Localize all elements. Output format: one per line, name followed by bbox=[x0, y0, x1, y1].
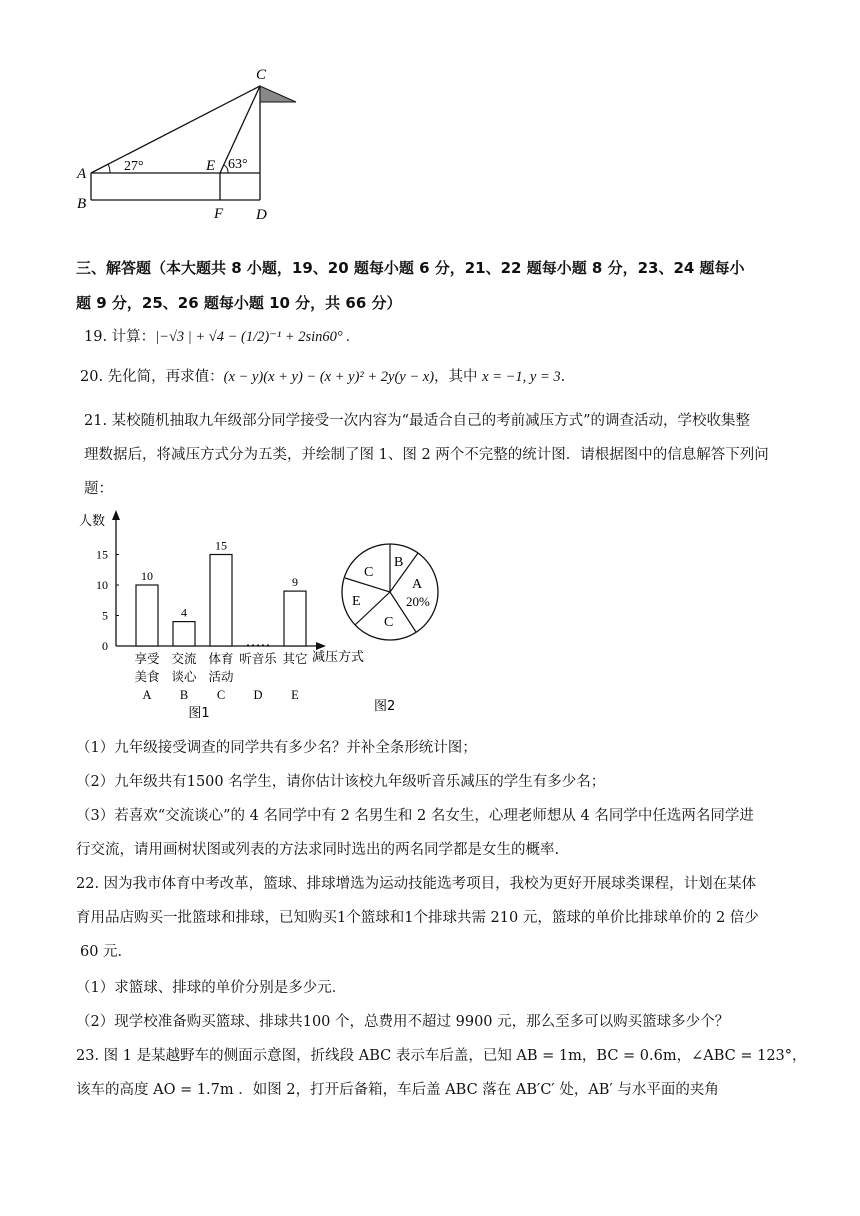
q21-line3: 题： bbox=[84, 481, 113, 497]
bar-e bbox=[284, 591, 306, 646]
bar-value-label: 10 bbox=[141, 569, 153, 583]
category-label: 享受 bbox=[134, 651, 160, 666]
category-label-line2: 活动 bbox=[208, 669, 234, 684]
pie-divider-e-c bbox=[345, 578, 390, 592]
category-label-line2: 美食 bbox=[134, 669, 160, 684]
geometry-figure bbox=[70, 60, 310, 225]
angle-label-e: 63° bbox=[228, 157, 248, 172]
q21-sub3a: （3）若喜欢“交流谈心”的 4 名同学中有 2 名男生和 2 名女生，心理老师想从 4 名同学中任选两名同学进 bbox=[76, 808, 754, 824]
bar-b bbox=[173, 622, 195, 646]
pie-label-a-percent: 20% bbox=[406, 594, 430, 609]
q20-condition: x = −1, y = 3 bbox=[482, 369, 561, 385]
section3-heading-line1: 三、解答题（本大题共 8 小题，19、20 题每小题 6 分，21、22 题每小题 8 分，23、24 题每小 bbox=[76, 259, 745, 277]
angle-label-a: 27° bbox=[124, 159, 144, 174]
category-letter: D bbox=[253, 688, 263, 702]
category-letter: A bbox=[142, 688, 152, 702]
q22-line1: 22. 因为我市体育中考改革，篮球、排球增选为运动技能选考项目，我校为更好开展球类课程，计划在某体 bbox=[76, 876, 757, 892]
q19-prefix: 19. 计算： bbox=[84, 329, 156, 345]
q22-sub2: （2）现学校准备购买篮球、排球共100 个，总费用不超过 9900 元，那么至多可以购买篮球多少个？ bbox=[76, 1014, 730, 1030]
x-axis-arrow bbox=[316, 642, 326, 650]
q21-sub1: （1）九年级接受调查的同学共有多少名？并补全条形统计图； bbox=[76, 740, 477, 756]
y-tick-label: 5 bbox=[102, 608, 108, 623]
bar-chart-caption: 图1 bbox=[188, 706, 210, 721]
pie-label-e: E bbox=[352, 594, 361, 609]
pie-caption: 图2 bbox=[374, 699, 396, 714]
x-axis-label: 减压方式 bbox=[312, 650, 365, 665]
label-f: F bbox=[214, 206, 224, 222]
category-letter: B bbox=[179, 688, 189, 702]
category-label: 听音乐 bbox=[239, 651, 277, 666]
category-label: 体育 bbox=[208, 651, 234, 666]
label-e: E bbox=[206, 158, 216, 174]
section3-heading-line2: 题 9 分，25、26 题每小题 10 分，共 66 分） bbox=[76, 294, 402, 312]
flag-shape bbox=[260, 86, 296, 102]
question-20 bbox=[80, 366, 565, 388]
bar-value-label: 9 bbox=[292, 575, 298, 590]
q23-line2: 该车的高度 AO = 1.7m ．如图 2，打开后备箱，车后盖 ABC 落在 AB′C′ 处，AB′ 与水平面的夹角 bbox=[76, 1082, 719, 1098]
y-axis-arrow bbox=[112, 510, 120, 520]
category-letter: E bbox=[291, 688, 299, 702]
q20-cond-prefix: ，其中 bbox=[434, 369, 483, 385]
angle-arc-a bbox=[108, 164, 110, 173]
pie-chart bbox=[336, 540, 446, 720]
q19-expression: |−√3 | + √4 − (1/2)⁻¹ + 2sin60° . bbox=[155, 329, 350, 345]
q22-line2: 育用品店购买一批篮球和排球，已知购买1个篮球和1个排球共需 210 元，篮球的单价比排球单价的 2 倍少 bbox=[76, 910, 759, 926]
q21-line2: 理数据后，将减压方式分为五类，并绘制了图 1、图 2 两个不完整的统计图．请根据图中的信息解答下列问 bbox=[84, 447, 769, 463]
label-a: A bbox=[77, 166, 87, 182]
bar-chart bbox=[76, 508, 376, 723]
q20-end: . bbox=[560, 369, 566, 385]
pie-label-c-top: C bbox=[364, 565, 374, 580]
category-letter: C bbox=[216, 688, 226, 702]
category-label: 交流 bbox=[171, 651, 197, 666]
y-axis-label: 人数 bbox=[79, 514, 106, 529]
category-label: 其它 bbox=[282, 651, 308, 666]
q23-line1: 23. 图 1 是某越野车的侧面示意图，折线段 ABC 表示车后盖，已知 AB = 1m，BC = 0.6m，∠ABC = 123°， bbox=[76, 1048, 807, 1064]
category-label-line2: 谈心 bbox=[171, 669, 197, 684]
q21-line1: 21. 某校随机抽取九年级部分同学接受一次内容为“最适合自己的考前减压方式”的调查活动，学校收集整 bbox=[84, 413, 750, 429]
bar-value-label: 15 bbox=[215, 538, 227, 553]
q20-expression: (x − y)(x + y) − (x + y)² + 2y(y − x) bbox=[223, 369, 435, 385]
pie-label-a: A bbox=[412, 577, 423, 592]
y-tick-label: 15 bbox=[96, 547, 108, 562]
question-19 bbox=[84, 314, 350, 360]
bar-a bbox=[136, 585, 158, 646]
y-tick-label: 0 bbox=[102, 639, 108, 653]
pie-label-c-bottom: C bbox=[384, 615, 394, 630]
q21-sub3b: 行交流，请用画树状图或列表的方法求同时选出的两名同学都是女生的概率. bbox=[76, 842, 560, 858]
y-tick-label: 10 bbox=[96, 578, 108, 592]
pie-label-b: B bbox=[394, 555, 404, 570]
q22-line3: 60 元． bbox=[80, 944, 133, 960]
label-b: B bbox=[77, 196, 87, 212]
q21-sub2: （2）九年级共有1500 名学生，请你估计该校九年级听音乐减压的学生有多少名； bbox=[76, 774, 606, 790]
bar-c bbox=[210, 555, 232, 647]
q22-sub1: （1）求篮球、排球的单价分别是多少元． bbox=[76, 980, 347, 996]
q20-prefix: 20. 先化简，再求值： bbox=[80, 369, 224, 385]
label-d: D bbox=[256, 207, 267, 223]
bar-value-label: 4 bbox=[181, 605, 187, 620]
label-c: C bbox=[256, 67, 267, 83]
